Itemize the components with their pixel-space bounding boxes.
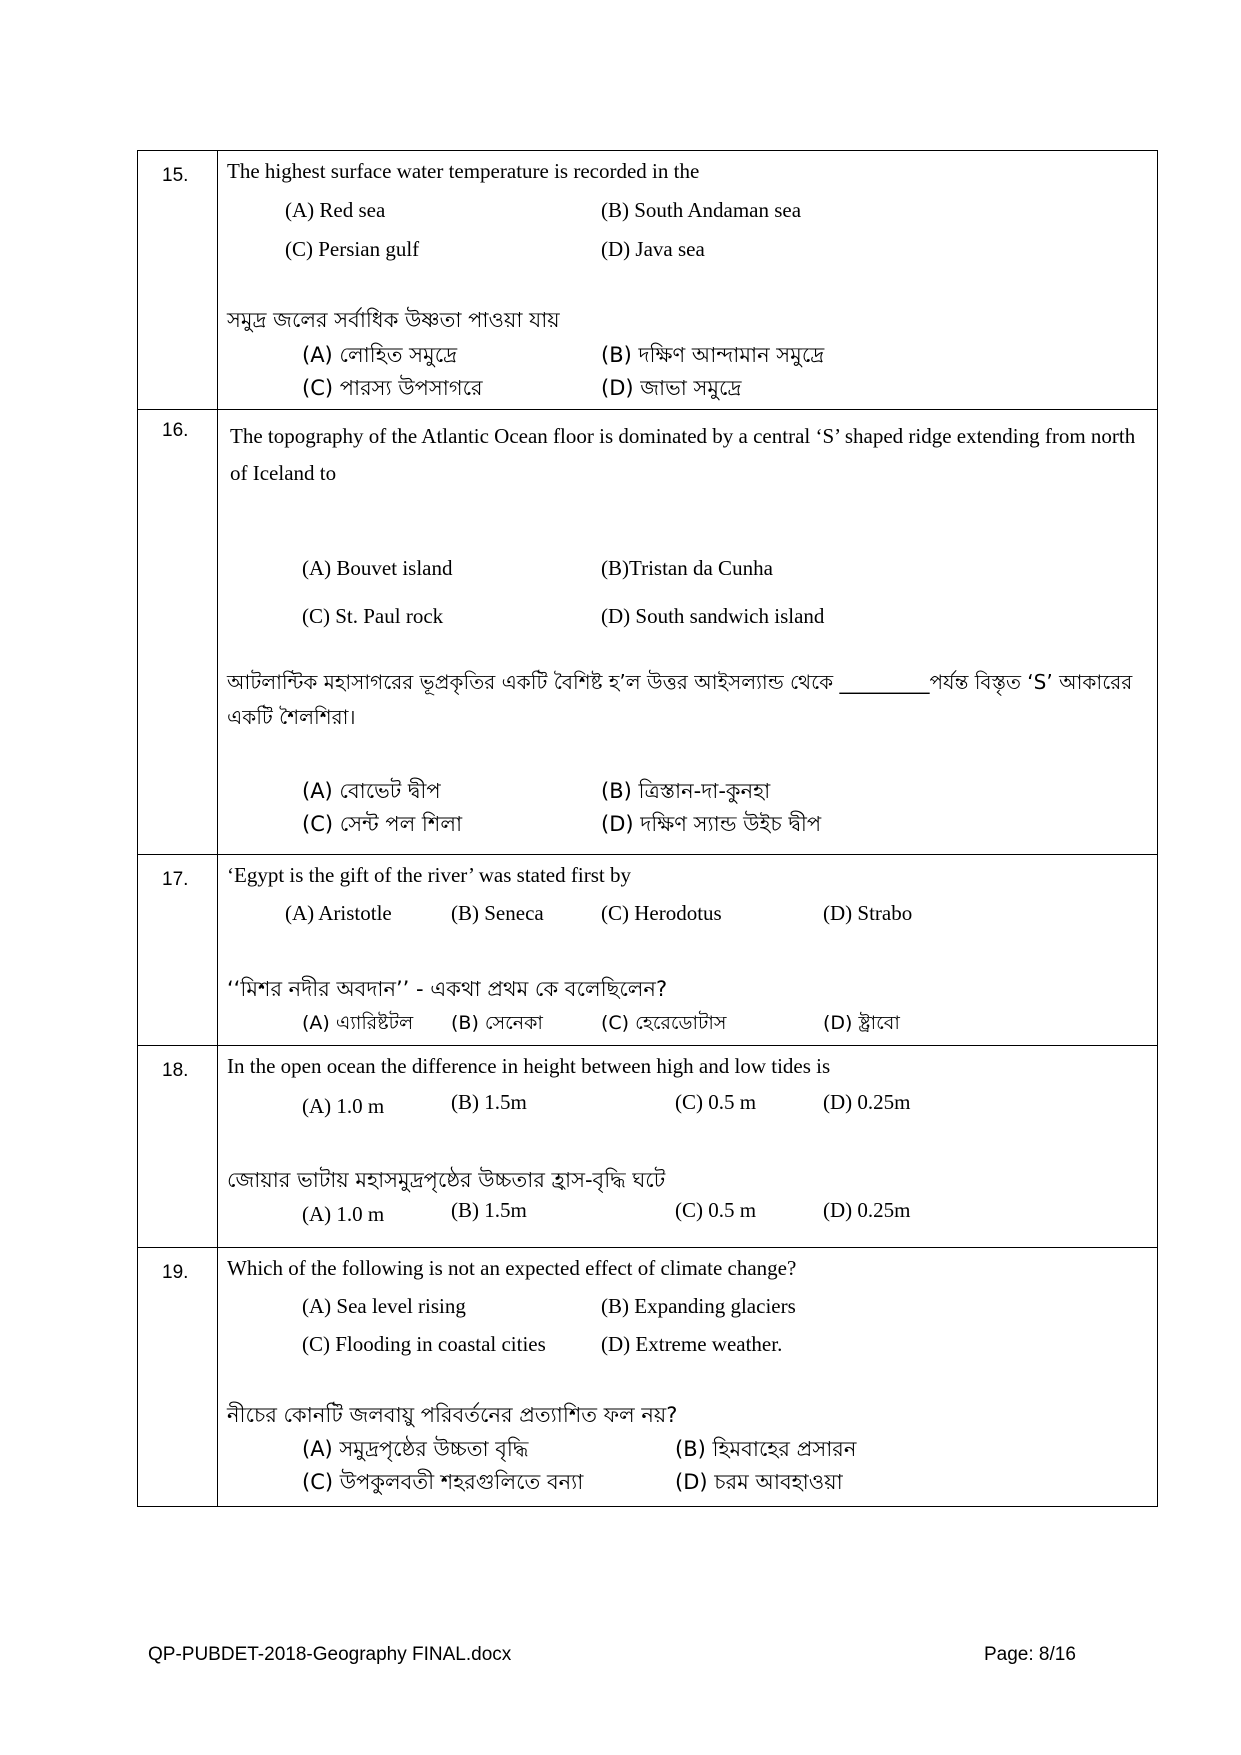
footer-page-number: Page: 8/16	[984, 1644, 1076, 1665]
option-b-bn: (B) ত্রিস্তান-দা-কুনহা	[601, 779, 771, 803]
question-number-cell	[138, 151, 218, 410]
question-row	[138, 1248, 1158, 1507]
option-d-en: (D) Strabo	[823, 901, 913, 925]
footer-filename: QP-PUBDET-2018-Geography FINAL.docx	[148, 1644, 512, 1665]
option-c-bn: (C) 0.5 m	[675, 1198, 757, 1222]
question-text-en: The highest surface water temperature is recorded in the	[227, 159, 700, 183]
question-text-bn: জোয়ার ভাটায় মহাসমুদ্রপৃষ্ঠের উচ্চতার হ্রাস-বৃদ্ধি ঘটে	[227, 1168, 666, 1192]
question-text-en: In the open ocean the difference in height between high and low tides is	[227, 1054, 831, 1078]
option-a-en: (A) 1.0 m	[302, 1094, 385, 1118]
option-c-bn: (C) পারস্য উপসাগরে	[302, 376, 483, 400]
question-text-bn: সমুদ্র জলের সর্বাধিক উষ্ণতা পাওয়া যায়	[227, 308, 560, 332]
question-text-bn: ‘‘মিশর নদীর অবদান’’ - একথা প্রথম কে বলেছিলেন?	[227, 977, 668, 1001]
question-table	[137, 150, 1158, 1507]
question-number-cell	[138, 1248, 218, 1507]
option-c-bn: (C) হেরেডোটাস	[601, 1012, 727, 1034]
option-a-bn: (A) লোহিত সমুদ্রে	[302, 343, 458, 367]
question-text-bn: আটলান্টিক মহাসাগরের ভূপ্রকৃতির একটি বৈশিষ্ট হ’ল উত্তর আইসল্যান্ড থেকে _________পর্যন্ত বিস্তৃত ‘S’ আকারের একটি শৈলশিরা।	[227, 670, 1133, 729]
question-body-cell	[218, 151, 1158, 410]
question-number-cell	[138, 855, 218, 1046]
option-c-en: (C) 0.5 m	[675, 1090, 757, 1114]
question-number: 19.	[162, 1262, 189, 1283]
question-text-en: ‘Egypt is the gift of the river’ was stated first by	[227, 863, 631, 887]
option-d-en: (D) Extreme weather.	[601, 1332, 783, 1356]
question-number-cell	[138, 410, 218, 855]
option-c-en: (C) Herodotus	[601, 901, 722, 925]
option-a-en: (A) Red sea	[285, 198, 386, 222]
question-number: 17.	[162, 869, 189, 890]
question-text-en: Which of the following is not an expected effect of climate change?	[227, 1256, 797, 1280]
option-c-en: (C) Flooding in coastal cities	[302, 1332, 546, 1356]
question-text-en: The topography of the Atlantic Ocean floor is dominated by a central ‘S’ shaped ridge extending from north of Iceland to	[230, 424, 1136, 485]
question-row	[138, 151, 1158, 410]
option-c-bn: (C) সেন্ট পল শিলা	[302, 812, 463, 836]
option-d-bn: (D) ষ্ট্রাবো	[823, 1012, 900, 1034]
question-row	[138, 1046, 1158, 1248]
question-body-cell	[218, 855, 1158, 1046]
option-c-en: (C) Persian gulf	[285, 237, 420, 261]
question-number: 15.	[162, 165, 189, 186]
option-b-bn: (B) হিমবাহের প্রসারন	[675, 1437, 857, 1461]
option-d-bn: (D) 0.25m	[823, 1198, 911, 1222]
option-a-bn: (A) 1.0 m	[302, 1202, 385, 1226]
question-number: 18.	[162, 1060, 189, 1081]
question-body-cell	[218, 410, 1158, 855]
option-b-bn: (B) সেনেকা	[451, 1012, 543, 1034]
option-d-en: (D) Java sea	[601, 237, 705, 261]
option-d-en: (D) 0.25m	[823, 1090, 911, 1114]
question-row	[138, 855, 1158, 1046]
option-a-en: (A) Aristotle	[285, 901, 392, 925]
option-a-bn: (A) সমুদ্রপৃষ্ঠের উচ্চতা বৃদ্ধি	[302, 1437, 529, 1461]
option-a-en: (A) Bouvet island	[302, 556, 453, 580]
option-a-en: (A) Sea level rising	[302, 1294, 466, 1318]
question-row	[138, 410, 1158, 855]
option-b-bn: (B) দক্ষিণ আন্দামান সমুদ্রে	[601, 343, 825, 367]
option-b-en: (B) 1.5m	[451, 1090, 527, 1114]
option-b-en: (B)Tristan da Cunha	[601, 556, 773, 580]
question-body-cell	[218, 1046, 1158, 1248]
option-d-bn: (D) চরম আবহাওয়া	[675, 1470, 843, 1494]
option-d-bn: (D) দক্ষিণ স্যান্ড উইচ দ্বীপ	[601, 812, 822, 836]
question-text-bn: নীচের কোনটি জলবায়ু পরিবর্তনের প্রত্যাশিত ফল নয়?	[227, 1403, 678, 1427]
question-body-cell	[218, 1248, 1158, 1507]
option-a-bn: (A) এ্যারিষ্টটল	[302, 1012, 414, 1034]
option-b-en: (B) Expanding glaciers	[601, 1294, 796, 1318]
option-b-en: (B) South Andaman sea	[601, 198, 802, 222]
option-b-en: (B) Seneca	[451, 901, 544, 925]
option-c-bn: (C) উপকুলবতী শহরগুলিতে বন্যা	[302, 1470, 584, 1494]
option-b-bn: (B) 1.5m	[451, 1198, 527, 1222]
question-number: 16.	[162, 420, 189, 441]
option-c-en: (C) St. Paul rock	[302, 604, 444, 628]
option-d-bn: (D) জাভা সমুদ্রে	[601, 376, 742, 400]
option-a-bn: (A) বোভেট দ্বীপ	[302, 779, 441, 803]
option-d-en: (D) South sandwich island	[601, 604, 825, 628]
question-number-cell	[138, 1046, 218, 1248]
